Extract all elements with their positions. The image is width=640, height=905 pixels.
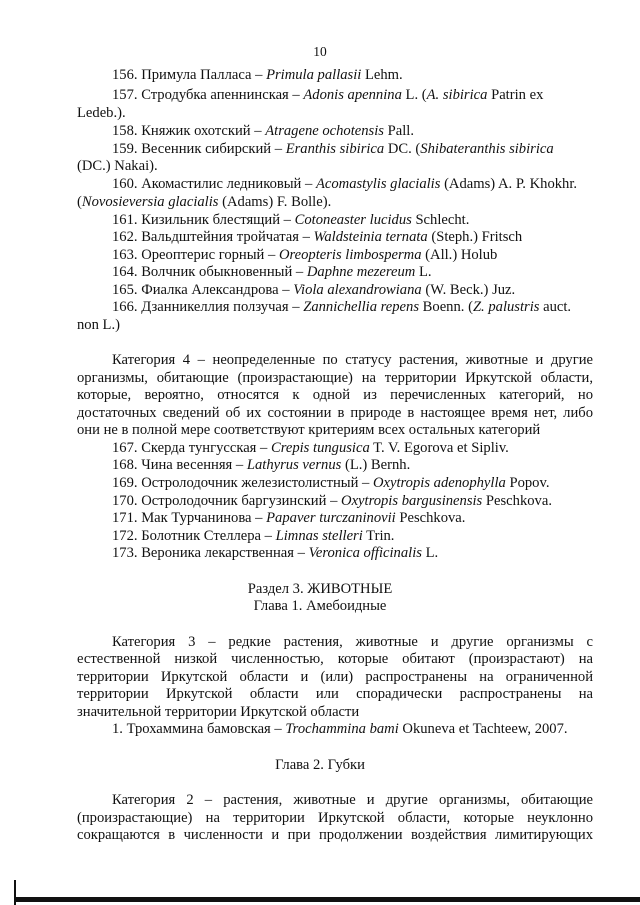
list-item: 173. Вероника лекарственная – Veronica officinalis L. (112, 545, 439, 561)
list-item: 156. Примула Палласа – Primula pallasii Lehm. (112, 67, 403, 83)
list-item: 161. Кизильник блестящий – Cotoneaster lucidus Schlecht. (112, 212, 470, 228)
list-item: 168. Чина весенняя – Lathyrus vernus (L.) Bernh. (112, 457, 411, 473)
list-item: 160. Акомастилис ледниковый – Acomastylis glacialis (Adams) A. P. Khokhr. (112, 176, 578, 192)
list-item-continuation: Ledeb.). (77, 105, 126, 121)
list-item: 171. Мак Турчанинова – Papaver turczaninovii Peschkova. (112, 510, 466, 526)
scan-edge-left (14, 880, 16, 905)
chapter-heading: Глава 2. Губки (275, 757, 365, 773)
list-item-continuation: non L.) (77, 317, 120, 333)
paragraph-line: сокращаются в численности и при продолжении воздействия лимитирующих (77, 827, 593, 843)
paragraph-line: территории Иркутской области или спорадически распространены на (77, 686, 593, 702)
list-item: 169. Остролодочник железистолистный – Oxytropis adenophylla Popov. (112, 475, 550, 491)
paragraph-line: значительной территории Иркутской области (77, 704, 360, 720)
section-heading: Раздел 3. ЖИВОТНЫЕ (247, 581, 393, 597)
chapter-heading: Глава 1. Амебоидные (253, 598, 387, 614)
list-item: 170. Остролодочник баргузинский – Oxytropis bargusinensis Peschkova. (112, 493, 552, 509)
list-item-continuation: (Novosieversia glacialis (Adams) F. Bolle). (77, 194, 332, 210)
list-item: 166. Дзанникеллия ползучая – Zannichellia repens Boenn. (Z. palustris auct. (112, 299, 572, 315)
scan-edge-bottom (14, 897, 640, 902)
list-item: 159. Весенник сибирский – Eranthis sibirica DC. (Shibateranthis sibirica (112, 141, 554, 157)
list-item-continuation: (DC.) Nakai). (77, 158, 158, 174)
page-number: 10 (313, 44, 327, 59)
paragraph-line: Категория 4 – неопределенные по статусу растения, животные и другие (112, 352, 593, 368)
paragraph-line: организмы, обитающие (произрастающие) на территории Иркутской области, (77, 370, 593, 386)
list-item: 167. Скерда тунгусская – Crepis tungusica T. V. Egorova et Sipliv. (112, 440, 509, 456)
list-item: 162. Вальдштейния тройчатая – Waldsteinia ternata (Steph.) Fritsch (112, 229, 523, 245)
list-item: 165. Фиалка Александрова – Viola alexandrowiana (W. Beck.) Juz. (112, 282, 516, 298)
paragraph-line: они не в полной мере соответствуют критериям всех остальных категорий (77, 422, 541, 438)
list-item: 164. Волчник обыкновенный – Daphne mezereum L. (112, 264, 432, 280)
paragraph-line: Категория 2 – растения, животные и другие организмы, обитающие (112, 792, 593, 808)
list-item: 1. Трохаммина бамовская – Trochammina bami Okuneva et Tachteew, 2007. (112, 721, 568, 737)
paragraph-line: достаточных сведений об их состоянии в природе в настоящее время нет, либо (77, 405, 593, 421)
paragraph-line: территории Иркутской области и (или) распространены на ограниченной (77, 669, 593, 685)
list-item: 158. Княжик охотский – Atragene ochotensis Pall. (112, 123, 414, 139)
paragraph-line: (произрастающие) на территории Иркутской области, которые неуклонно (77, 810, 593, 826)
list-item: 163. Ореоптерис горный – Oreopteris limbosperma (All.) Holub (112, 247, 498, 263)
list-item: 157. Стродубка апеннинская – Adonis apennina L. (A. sibirica Patrin ex (112, 87, 544, 103)
paragraph-line: Категория 3 – редкие растения, животные и другие организмы с (112, 634, 593, 650)
paragraph-line: которые, вероятно, относятся к одной из перечисленных категорий, но (77, 387, 593, 403)
list-item: 172. Болотник Стеллера – Limnas stelleri Trin. (112, 528, 395, 544)
paragraph-line: естественной низкой численностью, которые обитают (произрастают) на (77, 651, 593, 667)
